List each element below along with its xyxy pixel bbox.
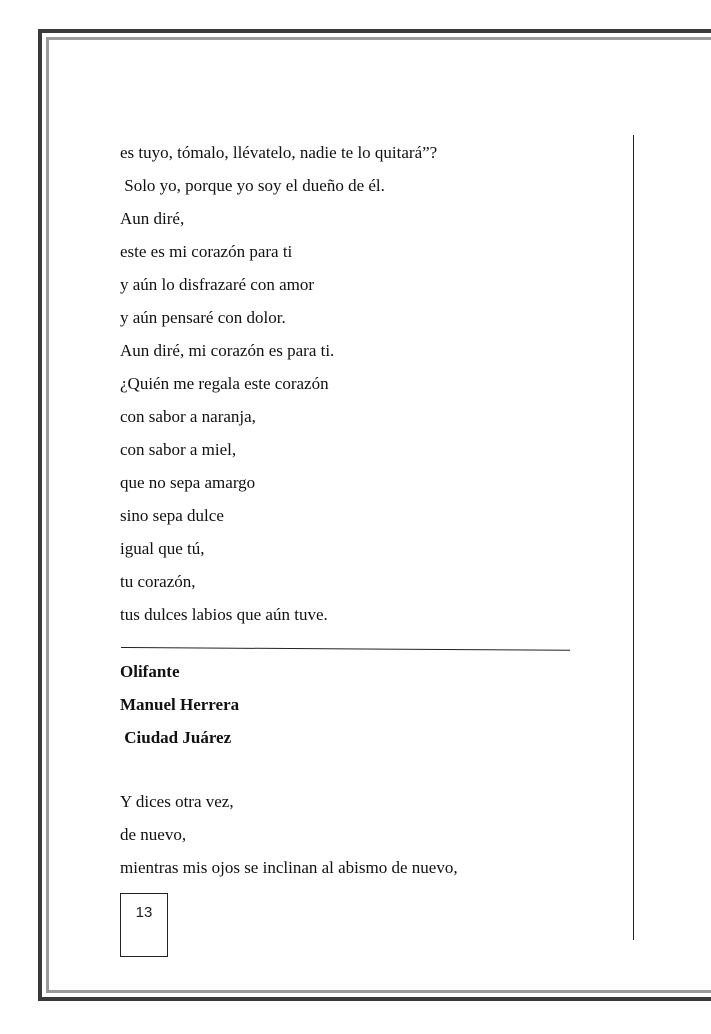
poem-author: Manuel Herrera (120, 695, 240, 714)
poem-line: tu corazón, (120, 572, 196, 591)
page-number-box (120, 893, 168, 957)
poem-title: Olifante (120, 662, 180, 681)
poem-location: Ciudad Juárez (120, 728, 232, 747)
poem-line: y aún lo disfrazaré con amor (120, 275, 314, 294)
poem-line: este es mi corazón para ti (120, 242, 293, 261)
right-margin-rule (633, 135, 634, 940)
poem-line: ¿Quién me regala este corazón (120, 374, 329, 393)
poem-line: que no sepa amargo (120, 473, 256, 492)
poem-line: con sabor a miel, (120, 440, 237, 459)
page-number: 13 (135, 904, 153, 921)
poem-line: y aún pensaré con dolor. (120, 308, 286, 327)
poem-continuation (120, 136, 620, 631)
poem-header (120, 655, 620, 754)
poem-line: tus dulces labios que aún tuve. (120, 605, 328, 624)
poem-line: Y dices otra vez, (120, 792, 234, 811)
poem-line: mientras mis ojos se inclinan al abismo de nuevo, (120, 858, 458, 877)
poem-line: Aun diré, mi corazón es para ti. (120, 341, 335, 360)
poem-line: sino sepa dulce (120, 506, 224, 525)
poem-line: es tuyo, tómalo, llévatelo, nadie te lo quitará”? (120, 143, 438, 162)
poem-body (120, 785, 620, 884)
poem-line: con sabor a naranja, (120, 407, 256, 426)
poem-line: Aun diré, (120, 209, 185, 228)
poem-line: Solo yo, porque yo soy el dueño de él. (120, 176, 385, 195)
poem-line: de nuevo, (120, 825, 187, 844)
poem-line: igual que tú, (120, 539, 205, 558)
